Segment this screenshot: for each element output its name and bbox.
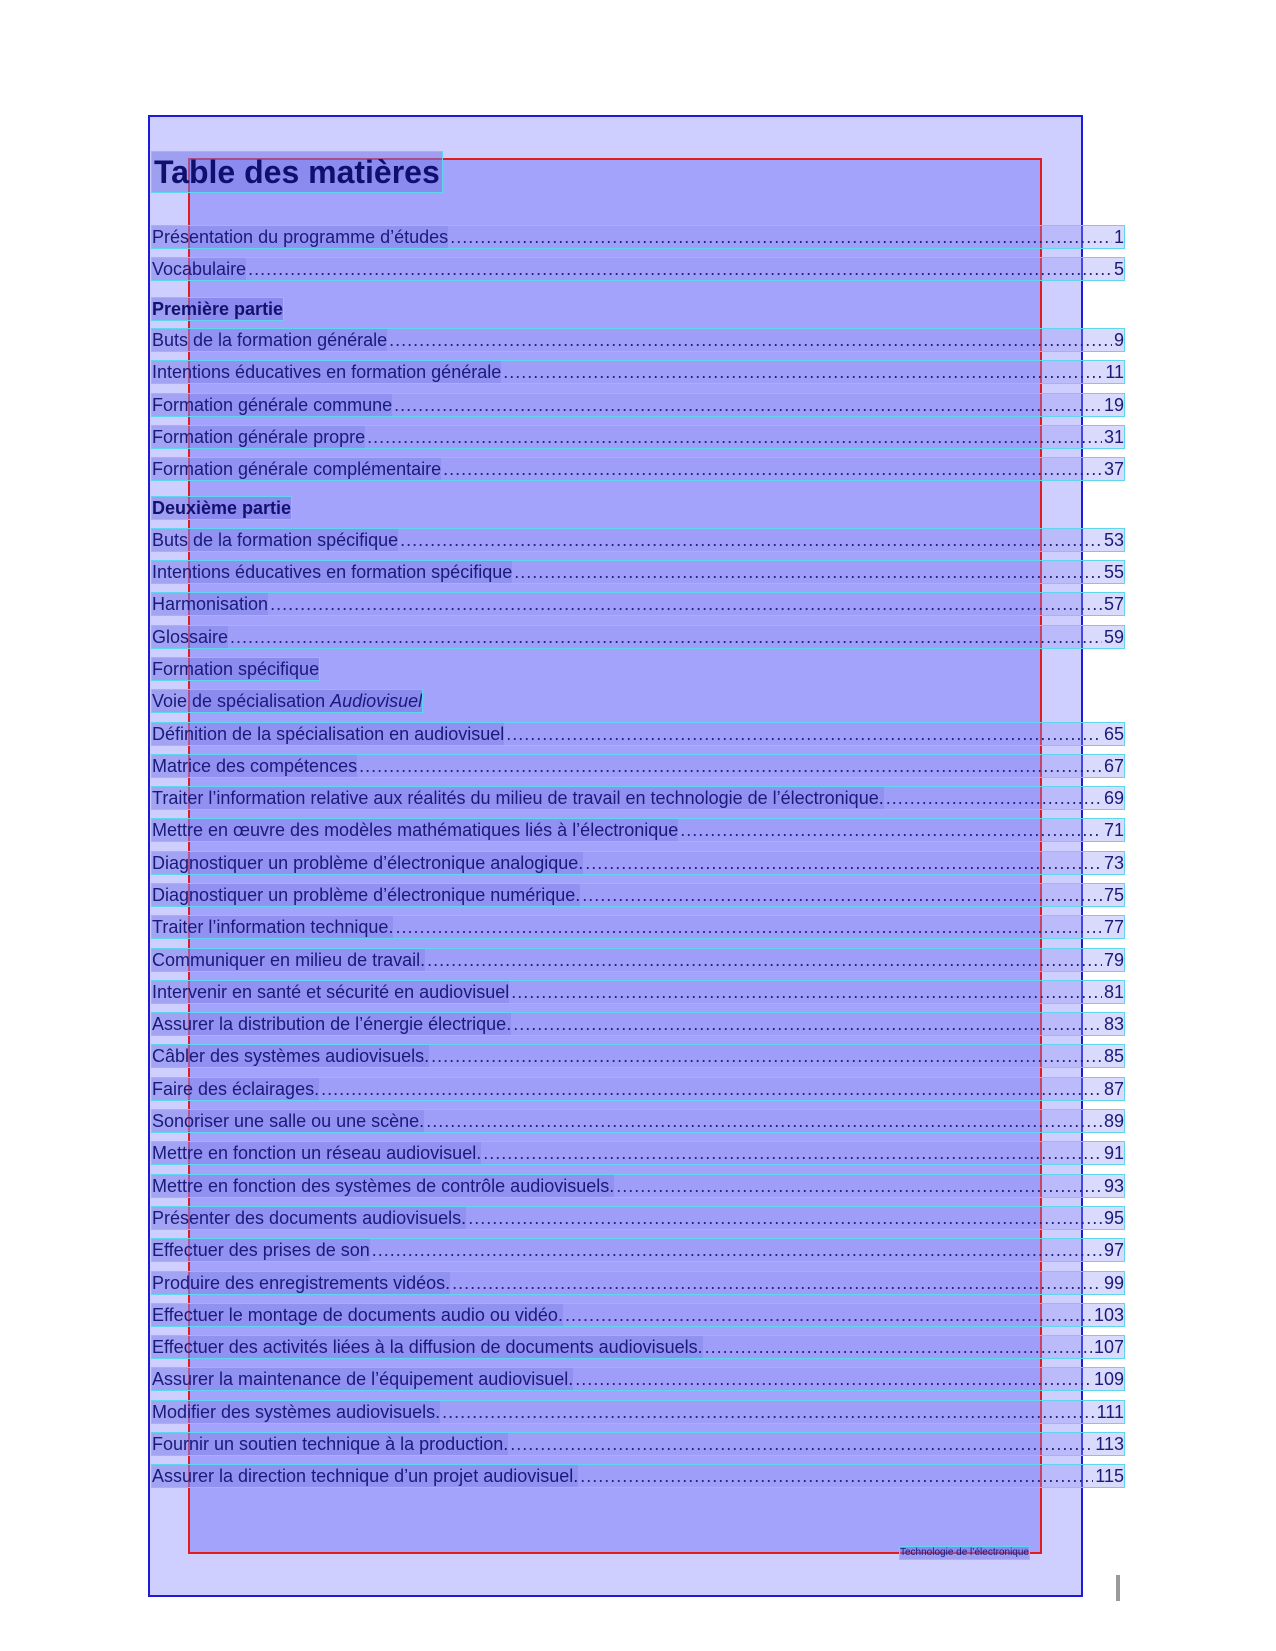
toc-page-number: 55 <box>1103 562 1124 582</box>
toc-entry[interactable] <box>152 1045 1124 1067</box>
toc-entry-label <box>152 1110 424 1132</box>
toc-entry-label-text: Intentions éducatives en formation spécifique <box>152 562 513 582</box>
toc-page-number: 67 <box>1103 756 1124 776</box>
toc-entry[interactable] <box>152 884 1124 906</box>
toc-leader-dots <box>426 1110 1102 1132</box>
toc-leader-dots <box>400 529 1102 551</box>
toc-page-number: 81 <box>1103 982 1124 1002</box>
toc-entry-label <box>152 1272 450 1294</box>
toc-entry-label <box>152 361 501 383</box>
toc-page-number: 89 <box>1103 1111 1124 1131</box>
toc-entry-label <box>152 529 398 551</box>
toc-entry-label <box>152 916 393 938</box>
toc-entry-label <box>152 426 365 448</box>
toc-entry[interactable] <box>152 458 1124 480</box>
toc-leader-dots <box>359 755 1102 777</box>
toc-entry-label-text: Présenter des documents audiovisuels. <box>152 1208 467 1228</box>
toc-page-number: 69 <box>1103 788 1124 808</box>
toc-entry[interactable] <box>152 1207 1124 1229</box>
toc-entry[interactable] <box>152 1078 1124 1100</box>
toc-leader-dots <box>395 916 1102 938</box>
toc-entry-label <box>152 1336 703 1358</box>
toc-entry[interactable] <box>152 361 1124 383</box>
toc-entry[interactable] <box>152 755 1124 777</box>
toc-entry-label <box>152 981 509 1003</box>
toc-leader-dots <box>270 593 1102 615</box>
toc-entry-label-text: Modifier des systèmes audiovisuels. <box>152 1402 441 1422</box>
toc-leader-dots <box>680 819 1102 841</box>
toc-leader-dots <box>582 884 1102 906</box>
toc-entry-label <box>152 852 583 874</box>
toc-entry[interactable] <box>152 787 1124 809</box>
toc-entry[interactable] <box>152 426 1124 448</box>
toc-leader-dots <box>510 1433 1093 1455</box>
toc-entry[interactable] <box>152 226 1124 248</box>
toc-page-number: 85 <box>1103 1046 1124 1066</box>
toc-entry-label <box>152 1175 614 1197</box>
toc-entry[interactable] <box>152 1175 1124 1197</box>
toc-entry-label <box>152 1045 429 1067</box>
toc-page-number: 79 <box>1103 950 1124 970</box>
toc-leader-dots <box>452 1272 1102 1294</box>
toc-entry-label <box>152 626 228 648</box>
toc-leader-dots <box>394 394 1102 416</box>
toc-entry-label <box>152 258 246 280</box>
toc-page-number: 91 <box>1103 1143 1124 1163</box>
toc-leader-dots <box>248 258 1112 280</box>
toc-leader-dots <box>431 1045 1102 1067</box>
toc-entry[interactable] <box>152 949 1124 971</box>
toc-entry-label-text: Effectuer le montage de documents audio ou vidéo. <box>152 1305 563 1325</box>
toc-entry-label-text: Intentions éducatives en formation générale <box>152 362 502 382</box>
toc-leader-dots <box>468 1207 1102 1229</box>
toc-entry-label-text: Définition de la spécialisation en audiovisuel <box>152 724 505 744</box>
toc-leader-dots <box>886 787 1102 809</box>
toc-entry[interactable] <box>152 1272 1124 1294</box>
toc-entry[interactable] <box>152 1401 1124 1423</box>
toc-entry[interactable] <box>152 981 1124 1003</box>
toc-page-number: 103 <box>1093 1305 1124 1325</box>
toc-leader-dots <box>585 852 1102 874</box>
toc-entry[interactable] <box>152 593 1124 615</box>
toc-entry-label <box>152 949 425 971</box>
toc-entry[interactable] <box>152 723 1124 745</box>
toc-page-number: 113 <box>1095 1434 1124 1454</box>
toc-leader-dots <box>450 226 1112 248</box>
toc-entry-label-text: Formation générale propre <box>152 427 366 447</box>
toc-entry[interactable] <box>152 329 1124 351</box>
toc-entry-label-text: Traiter l’information technique. <box>152 917 394 937</box>
toc-entry-label-text: Sonoriser une salle ou une scène. <box>152 1111 425 1131</box>
toc-page-number: 53 <box>1103 530 1124 550</box>
toc-entry-label-text: Mettre en fonction des systèmes de contrôle audiovisuels. <box>152 1176 615 1196</box>
toc-entry-label-italic: Audiovisuel <box>330 691 423 711</box>
toc-entry[interactable] <box>152 1304 1124 1326</box>
toc-entry-label-text: Assurer la direction technique d’un projet audiovisuel. <box>152 1466 579 1486</box>
toc-leader-dots <box>442 1401 1095 1423</box>
toc-entry-label <box>152 593 268 615</box>
toc-entry-label-text: Mettre en œuvre des modèles mathématiques liés à l’électronique <box>152 820 679 840</box>
toc-page-number: 75 <box>1103 885 1124 905</box>
toc-entry-label <box>152 1304 563 1326</box>
toc-page-number: 31 <box>1103 427 1124 447</box>
toc-entry[interactable] <box>152 394 1124 416</box>
toc-section-heading <box>152 298 283 320</box>
toc-entry-label-text: Diagnostiquer un problème d’électronique analogique. <box>152 853 584 873</box>
toc-entry-label-text: Produire des enregistrements vidéos. <box>152 1273 451 1293</box>
toc-page-number: 95 <box>1103 1208 1124 1228</box>
toc-entry-label <box>152 1368 573 1390</box>
toc-entry-label-text: Diagnostiquer un problème d’électronique numérique. <box>152 885 581 905</box>
toc-entry-label <box>152 690 422 712</box>
toc-section-heading <box>152 497 291 519</box>
toc-entry[interactable] <box>152 1368 1124 1390</box>
toc-entry-label-text: Intervenir en santé et sécurité en audiovisuel <box>152 982 510 1002</box>
toc-page-number: 83 <box>1103 1014 1124 1034</box>
toc-entry-label-text: Assurer la distribution de l’énergie électrique. <box>152 1014 512 1034</box>
toc-page-number: 19 <box>1103 395 1124 415</box>
toc-entry-label-text: Voie de spécialisation <box>152 691 331 711</box>
toc-entry[interactable] <box>152 1239 1124 1261</box>
toc-page-number: 65 <box>1103 724 1124 744</box>
toc-entry-label-text: Traiter l’information relative aux réalités du milieu de travail en technologie de l’électronique. <box>152 788 884 808</box>
toc-page-number: 107 <box>1093 1337 1124 1357</box>
toc-entry-label <box>152 329 387 351</box>
toc-entry-label-text: Fournir un soutien technique à la production. <box>152 1434 509 1454</box>
toc-entry-label-text: Communiquer en milieu de travail. <box>152 950 426 970</box>
toc-entry[interactable] <box>152 1110 1124 1132</box>
toc-leader-dots <box>372 1239 1102 1261</box>
toc-entry-label-text: Mettre en fonction un réseau audiovisuel. <box>152 1143 482 1163</box>
toc-entry-label <box>152 658 319 680</box>
toc-entry-label-text: Effectuer des activités liées à la diffusion de documents audiovisuels. <box>152 1337 703 1357</box>
toc-entry-label-text: Assurer la maintenance de l’équipement audiovisuel. <box>152 1369 574 1389</box>
toc-page-number: 111 <box>1096 1402 1124 1422</box>
toc-entry-label <box>152 884 580 906</box>
toc-entry[interactable] <box>152 1336 1124 1358</box>
toc-entry-label-text: Deuxième partie <box>152 498 292 518</box>
toc-entry[interactable] <box>152 819 1124 841</box>
toc-entry-label <box>152 787 884 809</box>
toc-entry-label-text: Formation générale commune <box>152 395 393 415</box>
toc-page-number: 11 <box>1105 362 1124 382</box>
toc-entry-label <box>152 1078 319 1100</box>
toc-leader-dots <box>443 458 1102 480</box>
toc-page-number: 97 <box>1103 1240 1124 1260</box>
toc-entry-label <box>152 458 441 480</box>
toc-page-number: 87 <box>1103 1079 1124 1099</box>
toc-subheading <box>152 690 422 712</box>
toc-entry[interactable] <box>152 916 1124 938</box>
toc-title: Table des matières <box>154 154 440 190</box>
toc-leader-dots <box>513 1013 1102 1035</box>
toc-page-number: 115 <box>1095 1466 1124 1486</box>
toc-entry-label-text: Glossaire <box>152 627 229 647</box>
toc-leader-dots <box>514 561 1102 583</box>
toc-leader-dots <box>367 426 1102 448</box>
toc-page-number: 5 <box>1113 259 1124 279</box>
toc-entry-label <box>152 1013 511 1035</box>
toc-entry-label <box>152 394 392 416</box>
toc-leader-dots <box>389 329 1112 351</box>
toc-entry-label-text: Câbler des systèmes audiovisuels. <box>152 1046 430 1066</box>
toc-leader-dots <box>321 1078 1102 1100</box>
toc-leader-dots <box>427 949 1102 971</box>
toc-leader-dots <box>565 1304 1092 1326</box>
toc-page-number: 93 <box>1103 1176 1124 1196</box>
toc-page-number: 109 <box>1093 1369 1124 1389</box>
toc-entry-label <box>152 497 291 519</box>
page-footer: Technologie de l’électronique <box>900 1547 1029 1558</box>
toc-entry-label-text: Faire des éclairages. <box>152 1079 320 1099</box>
toc-leader-dots <box>616 1175 1102 1197</box>
toc-entry-label <box>152 1465 578 1487</box>
toc-entry-label <box>152 561 512 583</box>
toc-entry-label <box>152 723 504 745</box>
toc-entry-label <box>152 298 283 320</box>
toc-entry-label-text: Harmonisation <box>152 594 269 614</box>
toc-entry[interactable] <box>152 561 1124 583</box>
toc-entry-label <box>152 1401 440 1423</box>
toc-entry[interactable] <box>152 1433 1124 1455</box>
toc-page-number: 71 <box>1103 820 1124 840</box>
toc-entry[interactable] <box>152 626 1124 648</box>
toc-entry-label-text: Buts de la formation générale <box>152 330 388 350</box>
toc-entry-label <box>152 1433 508 1455</box>
toc-page-number: 57 <box>1103 594 1124 614</box>
toc-leader-dots <box>503 361 1103 383</box>
toc-entry-label-text: Effectuer des prises de son <box>152 1240 370 1260</box>
toc-entry-label-text: Buts de la formation spécifique <box>152 530 399 550</box>
toc-leader-dots <box>705 1336 1092 1358</box>
toc-entry-label <box>152 1142 481 1164</box>
toc-entry[interactable] <box>152 1013 1124 1035</box>
toc-page-number: 77 <box>1103 917 1124 937</box>
toc-entry-label <box>152 819 678 841</box>
toc-entry-label-text: Présentation du programme d’études <box>152 227 449 247</box>
toc-subheading <box>152 658 319 680</box>
toc-entry-label-text: Formation générale complémentaire <box>152 459 442 479</box>
toc-leader-dots <box>230 626 1102 648</box>
toc-entry[interactable] <box>152 258 1124 280</box>
toc-entry-label <box>152 755 357 777</box>
toc-entry[interactable] <box>152 529 1124 551</box>
toc-leader-dots <box>580 1465 1093 1487</box>
toc-entry-label-text: Vocabulaire <box>152 259 247 279</box>
toc-entry-label-text: Première partie <box>152 299 284 319</box>
toc-entry[interactable] <box>152 1465 1124 1487</box>
toc-page-number: 9 <box>1113 330 1124 350</box>
toc-entry-label-text: Matrice des compétences <box>152 756 358 776</box>
toc-page-number: 37 <box>1103 459 1124 479</box>
toc-entry-label-text: Formation spécifique <box>152 659 320 679</box>
toc-leader-dots <box>575 1368 1092 1390</box>
toc-entry-label <box>152 1207 466 1229</box>
toc-page-number: 73 <box>1103 853 1124 873</box>
toc-entry-label <box>152 1239 370 1261</box>
toc-page-number: 1 <box>1113 227 1124 247</box>
margin-mark <box>1116 1575 1120 1601</box>
toc-leader-dots <box>506 723 1102 745</box>
toc-entry[interactable] <box>152 852 1124 874</box>
toc-leader-dots <box>483 1142 1102 1164</box>
toc-page-number: 59 <box>1103 627 1124 647</box>
toc-entry[interactable] <box>152 1142 1124 1164</box>
toc-entry-label <box>152 226 448 248</box>
toc-leader-dots <box>511 981 1102 1003</box>
toc-page-number: 99 <box>1103 1273 1124 1293</box>
